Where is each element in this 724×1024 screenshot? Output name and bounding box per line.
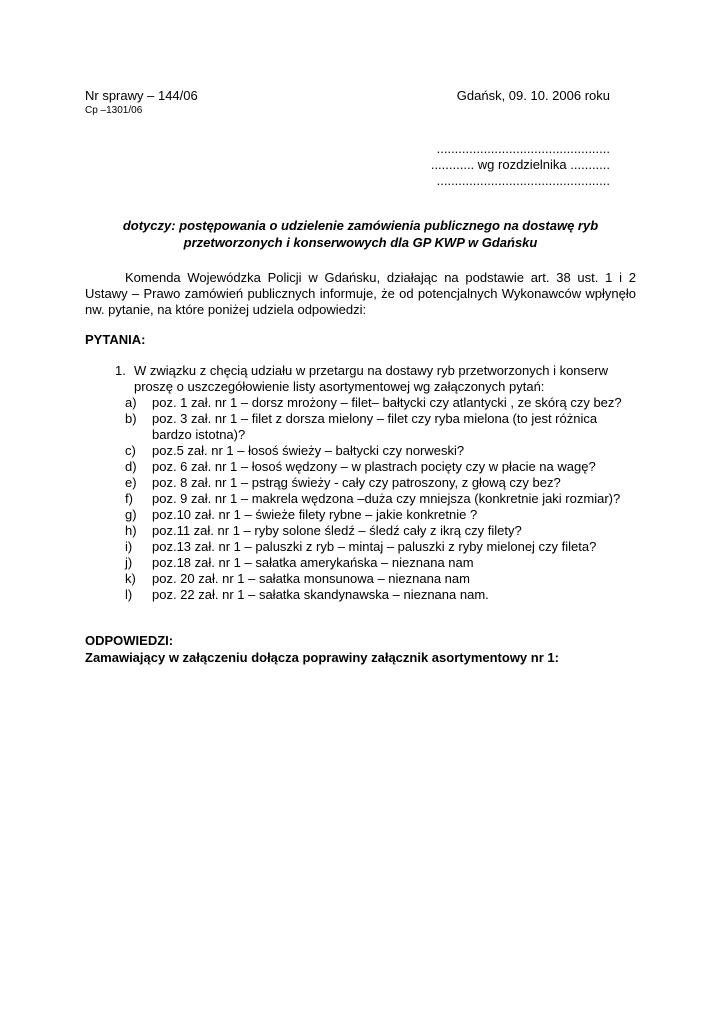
answers-text: Zamawiający w załączeniu dołącza poprawiny załącznik asortymentowy nr 1: <box>85 650 559 665</box>
list-item <box>125 555 636 571</box>
list-item-label: e) <box>125 475 137 490</box>
list-item-text: poz. 3 zał. nr 1 – filet z dorsza mielony – filet czy ryba mielona (to jest różnica bardzo istotna)? <box>152 411 598 442</box>
list-item-text: poz. 8 zał. nr 1 – pstrąg świeży - cały czy patroszony, z głową czy bez? <box>152 475 561 490</box>
list-item-text: poz.18 zał. nr 1 – sałatka amerykańska – nieznana nam <box>152 555 474 570</box>
list-item <box>125 571 636 587</box>
list-item-text: poz. 6 zał. nr 1 – łosoś wędzony – w plastrach pocięty czy w płacie na wagę? <box>152 459 596 474</box>
list-item-label: b) <box>125 411 137 426</box>
questions-heading: PYTANIA: <box>85 332 146 347</box>
list-item-label: c) <box>125 443 136 458</box>
list-item-label: d) <box>125 459 137 474</box>
list-item <box>125 411 636 443</box>
distribution-block <box>85 141 610 189</box>
list-item <box>125 475 636 491</box>
list-item <box>125 443 636 459</box>
list-item-text: poz. 1 zał. nr 1 – dorsz mrożony – filet– bałtycki czy atlantycki , ze skórą czy bez? <box>152 395 622 410</box>
list-item-label: h) <box>125 523 137 538</box>
distribution-addressee-line: ............ wg rozdzielnika ........... <box>430 157 610 172</box>
numbered-list-item <box>115 363 636 395</box>
subject-block <box>85 217 636 251</box>
questions-list <box>85 363 636 603</box>
list-item-text: poz. 9 zał. nr 1 – makrela wędzona –duża czy mniejsza (konkretnie jaki rozmiar)? <box>152 491 621 506</box>
answers-block <box>85 632 636 666</box>
list-item-text: poz.13 zał. nr 1 – paluszki z ryb – mintaj – paluszki z ryby mielonej czy fileta? <box>152 539 597 554</box>
list-item <box>125 523 636 539</box>
case-number-block <box>85 88 198 117</box>
intro-paragraph: Komenda Wojewódzka Policji w Gdańsku, działając na podstawie art. 38 ust. 1 i 2 Ustawy – Prawo zamówień publicznych informuje, że od potencjalnych Wykonawców wpłynęło nw. pytanie, na które poniżej udziela odpowiedzi: <box>85 270 636 317</box>
document-header <box>85 88 636 117</box>
list-item-text: poz.5 zał. nr 1 – łosoś świeży – bałtycki czy norweski? <box>152 443 465 458</box>
list-item <box>125 539 636 555</box>
list-item <box>125 459 636 475</box>
list-item-label: f) <box>125 491 133 506</box>
place-date: Gdańsk, 09. 10. 2006 roku <box>456 88 610 103</box>
list-item-text: poz. 22 zał. nr 1 – sałatka skandynawska – nieznana nam. <box>152 587 489 602</box>
list-item <box>125 587 636 603</box>
list-item <box>125 395 636 411</box>
distribution-dotted-line: ................................................ <box>436 141 610 156</box>
list-item-label: j) <box>125 555 133 570</box>
distribution-dotted-line: ................................................ <box>436 173 610 188</box>
list-item <box>125 491 636 507</box>
case-number: Nr sprawy – 144/06 <box>85 88 198 103</box>
subject-line-1: dotyczy: postępowania o udzielenie zamówienia publicznego na dostawę ryb <box>122 218 599 233</box>
list-item-text: W związku z chęcią udziału w przetargu na dostawy ryb przetworzonych i konserw proszę o uszczegółowienie listy asortymentowej wg załączonych pytań: <box>134 363 608 394</box>
list-item-number: 1. <box>115 363 126 378</box>
list-item-text: poz.10 zał. nr 1 – świeże filety rybne – jakie konkretnie ? <box>152 507 478 522</box>
list-item-text: poz.11 zał. nr 1 – ryby solone śledź – śledź cały z ikrą czy filety? <box>152 523 522 538</box>
list-item-label: l) <box>125 587 133 602</box>
list-item-label: i) <box>125 539 133 554</box>
list-item-label: k) <box>125 571 136 586</box>
list-item <box>125 507 636 523</box>
list-item-label: g) <box>125 507 137 522</box>
subject-line-2: przetworzonych i konserwowych dla GP KWP w Gdańsku <box>183 235 538 250</box>
case-number-secondary: Cp –1301/06 <box>85 105 143 116</box>
list-item-text: poz. 20 zał. nr 1 – sałatka monsunowa – nieznana nam <box>152 571 470 586</box>
answers-heading: ODPOWIEDZI: <box>85 633 174 648</box>
list-item-label: a) <box>125 395 137 410</box>
